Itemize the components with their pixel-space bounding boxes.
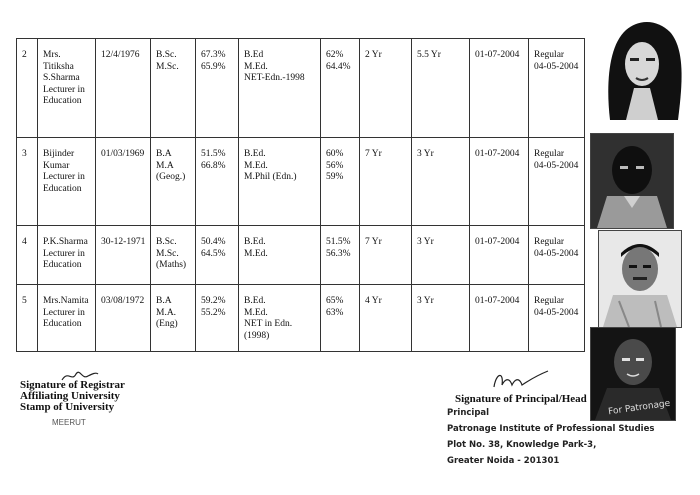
date-of-birth: 12/4/1976 xyxy=(96,39,151,138)
name-designation: Mrs.Namita Lecturer in Education xyxy=(38,285,96,352)
photo-caption: For Patronage xyxy=(607,398,671,418)
academic-percent: 50.4% 64.5% xyxy=(196,226,239,285)
registrar-signature-block xyxy=(20,380,125,413)
professional-percent: 65% 63% xyxy=(321,285,360,352)
serial-no: 5 xyxy=(17,285,38,352)
experience-b: 3 Yr xyxy=(412,138,470,226)
professional-percent: 60% 56% 59% xyxy=(321,138,360,226)
name-designation: Mrs. Titiksha S.Sharma Lecturer in Education xyxy=(38,39,96,138)
affiliating-university-label: Affiliating University xyxy=(20,390,120,402)
professional-qualification: B.Ed. M.Ed. NET in Edn. (1998) xyxy=(239,285,321,352)
table-row xyxy=(17,138,597,226)
professional-qualification: B.Ed. M.Ed. M.Phil (Edn.) xyxy=(239,138,321,226)
signature-scribble xyxy=(60,368,100,384)
stamp-city-pin: Greater Noida - 201301 xyxy=(447,456,560,466)
table-row xyxy=(17,226,597,285)
portrait-image xyxy=(596,16,688,122)
academic-percent: 51.5% 66.8% xyxy=(196,138,239,226)
principal-signature-label: Signature of Principal/Head xyxy=(455,393,587,405)
stamp-address: Plot No. 38, Knowledge Park-3, xyxy=(447,440,597,450)
academic-percent: 67.3% 65.9% xyxy=(196,39,239,138)
name-designation: Bijinder Kumar Lecturer in Education xyxy=(38,138,96,226)
academic-qualification: B.Sc. M.Sc. xyxy=(151,39,196,138)
experience-b: 3 Yr xyxy=(412,285,470,352)
date-of-joining: 01-07-2004 xyxy=(470,226,529,285)
blank-cell xyxy=(585,39,597,138)
university-stamp-text: MEERUT xyxy=(52,418,86,427)
academic-qualification: B.Sc. M.Sc. (Maths) xyxy=(151,226,196,285)
principal-signature-block xyxy=(455,393,587,405)
serial-no: 4 xyxy=(17,226,38,285)
appointment-status: Regular 04-05-2004 xyxy=(529,138,585,226)
experience-a: 7 Yr xyxy=(360,226,412,285)
appointment-status: Regular 04-05-2004 xyxy=(529,39,585,138)
appointment-status: Regular 04-05-2004 xyxy=(529,285,585,352)
serial-no: 2 xyxy=(17,39,38,138)
appointment-status: Regular 04-05-2004 xyxy=(529,226,585,285)
date-of-joining: 01-07-2004 xyxy=(470,39,529,138)
professional-percent: 62% 64.4% xyxy=(321,39,360,138)
date-of-joining: 01-07-2004 xyxy=(470,285,529,352)
academic-qualification: B.A M.A (Geog.) xyxy=(151,138,196,226)
table-row xyxy=(17,285,597,352)
date-of-joining: 01-07-2004 xyxy=(470,138,529,226)
date-of-birth: 01/03/1969 xyxy=(96,138,151,226)
experience-a: 7 Yr xyxy=(360,138,412,226)
date-of-birth: 03/08/1972 xyxy=(96,285,151,352)
professional-qualification: B.Ed. M.Ed. xyxy=(239,226,321,285)
professional-percent: 51.5% 56.3% xyxy=(321,226,360,285)
university-stamp-label: Stamp of University xyxy=(20,401,115,413)
experience-b: 5.5 Yr xyxy=(412,39,470,138)
portrait-image xyxy=(591,134,673,228)
table-row xyxy=(17,39,597,138)
experience-a: 4 Yr xyxy=(360,285,412,352)
faculty-table xyxy=(16,38,597,352)
stamp-institute-name: Patronage Institute of Professional Studies xyxy=(447,424,655,434)
name-designation: P.K.Sharma Lecturer in Education xyxy=(38,226,96,285)
experience-a: 2 Yr xyxy=(360,39,412,138)
academic-qualification: B.A M.A. (Eng) xyxy=(151,285,196,352)
serial-no: 3 xyxy=(17,138,38,226)
experience-b: 3 Yr xyxy=(412,226,470,285)
registrar-signature-label: Signature of Registrar xyxy=(20,379,125,391)
photo-faculty-1 xyxy=(596,16,688,122)
photo-faculty-3 xyxy=(598,230,682,328)
photo-faculty-2 xyxy=(590,133,674,229)
blank-cell xyxy=(585,226,597,285)
professional-qualification: B.Ed M.Ed. NET-Edn.-1998 xyxy=(239,39,321,138)
signature-scribble xyxy=(490,367,550,393)
stamp-principal: Principal xyxy=(447,408,490,418)
date-of-birth: 30-12-1971 xyxy=(96,226,151,285)
portrait-image xyxy=(599,231,681,327)
academic-percent: 59.2% 55.2% xyxy=(196,285,239,352)
